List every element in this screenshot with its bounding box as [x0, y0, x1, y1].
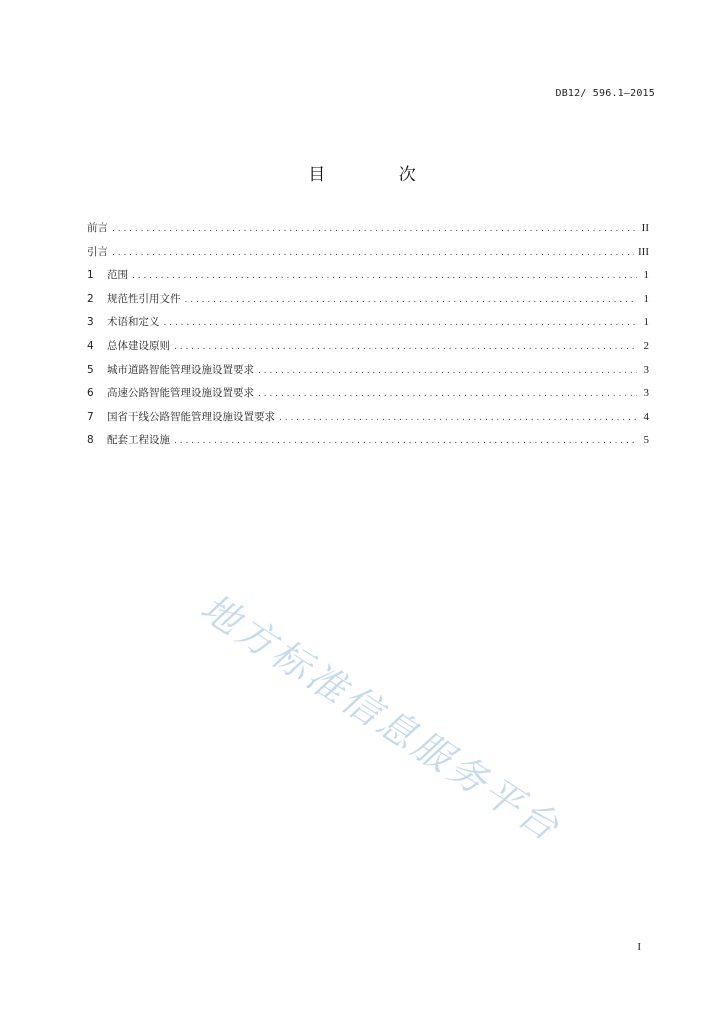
toc-entry-number: 4	[87, 339, 94, 352]
toc-entry-number: 7	[87, 410, 94, 423]
toc-entry-introduction[interactable]	[87, 244, 649, 268]
toc-entry-label: 国省干线公路智能管理设施设置要求	[107, 410, 275, 423]
toc-entry-number: 2	[87, 292, 94, 305]
toc-entry-page: 1	[643, 292, 649, 305]
toc-entry-label: 范围	[107, 269, 128, 282]
toc-entry-number: 8	[87, 434, 94, 447]
table-of-contents	[87, 220, 649, 456]
toc-entry-page: 3	[643, 363, 649, 376]
toc-entry-4[interactable]	[87, 338, 649, 362]
toc-leader-dots	[174, 433, 637, 449]
toc-entry-8[interactable]	[87, 432, 649, 456]
toc-entry-label: 引言	[87, 245, 108, 258]
toc-entry-page: II	[641, 222, 649, 234]
toc-leader-dots	[279, 410, 637, 426]
toc-entry-page: III	[638, 245, 649, 258]
toc-entry-number: 1	[87, 269, 94, 282]
toc-entry-label: 配套工程设施	[107, 434, 170, 447]
toc-entry-page: 4	[643, 410, 649, 423]
toc-entry-label: 前言	[87, 222, 108, 234]
toc-entry-3[interactable]	[87, 314, 649, 338]
toc-leader-dots	[132, 268, 637, 284]
toc-entry-page: 1	[643, 269, 649, 282]
toc-entry-label: 高速公路智能管理设施设置要求	[107, 387, 254, 400]
toc-entry-number: 3	[87, 316, 94, 329]
toc-leader-dots	[112, 221, 637, 237]
toc-leader-dots	[185, 292, 638, 308]
page-number: I	[637, 941, 641, 953]
toc-entry-page: 5	[643, 434, 649, 447]
toc-leader-dots	[258, 386, 637, 402]
toc-entry-6[interactable]	[87, 385, 649, 409]
toc-entry-label: 术语和定义	[107, 316, 160, 329]
watermark: 地方标准信息服务平台	[192, 585, 570, 851]
toc-entry-label: 总体建设原则	[107, 339, 170, 352]
toc-entry-page: 2	[643, 339, 649, 352]
toc-entry-number: 6	[87, 387, 94, 400]
toc-entry-page: 3	[643, 387, 649, 400]
toc-entry-foreword[interactable]	[87, 220, 649, 244]
toc-entry-1[interactable]	[87, 267, 649, 291]
toc-leader-dots	[174, 339, 637, 355]
document-code: DB12/ 596.1—2015	[555, 88, 655, 99]
toc-entry-5[interactable]	[87, 362, 649, 386]
toc-entry-page: 1	[643, 316, 649, 329]
toc-entry-label: 规范性引用文件	[107, 292, 181, 305]
toc-leader-dots	[112, 245, 634, 261]
toc-entry-2[interactable]	[87, 291, 649, 315]
page-title: 目 次	[308, 165, 450, 185]
toc-entry-number: 5	[87, 363, 94, 376]
toc-leader-dots	[164, 315, 638, 331]
toc-entry-7[interactable]	[87, 409, 649, 433]
toc-leader-dots	[258, 363, 637, 379]
toc-entry-label: 城市道路智能管理设施设置要求	[107, 363, 254, 376]
